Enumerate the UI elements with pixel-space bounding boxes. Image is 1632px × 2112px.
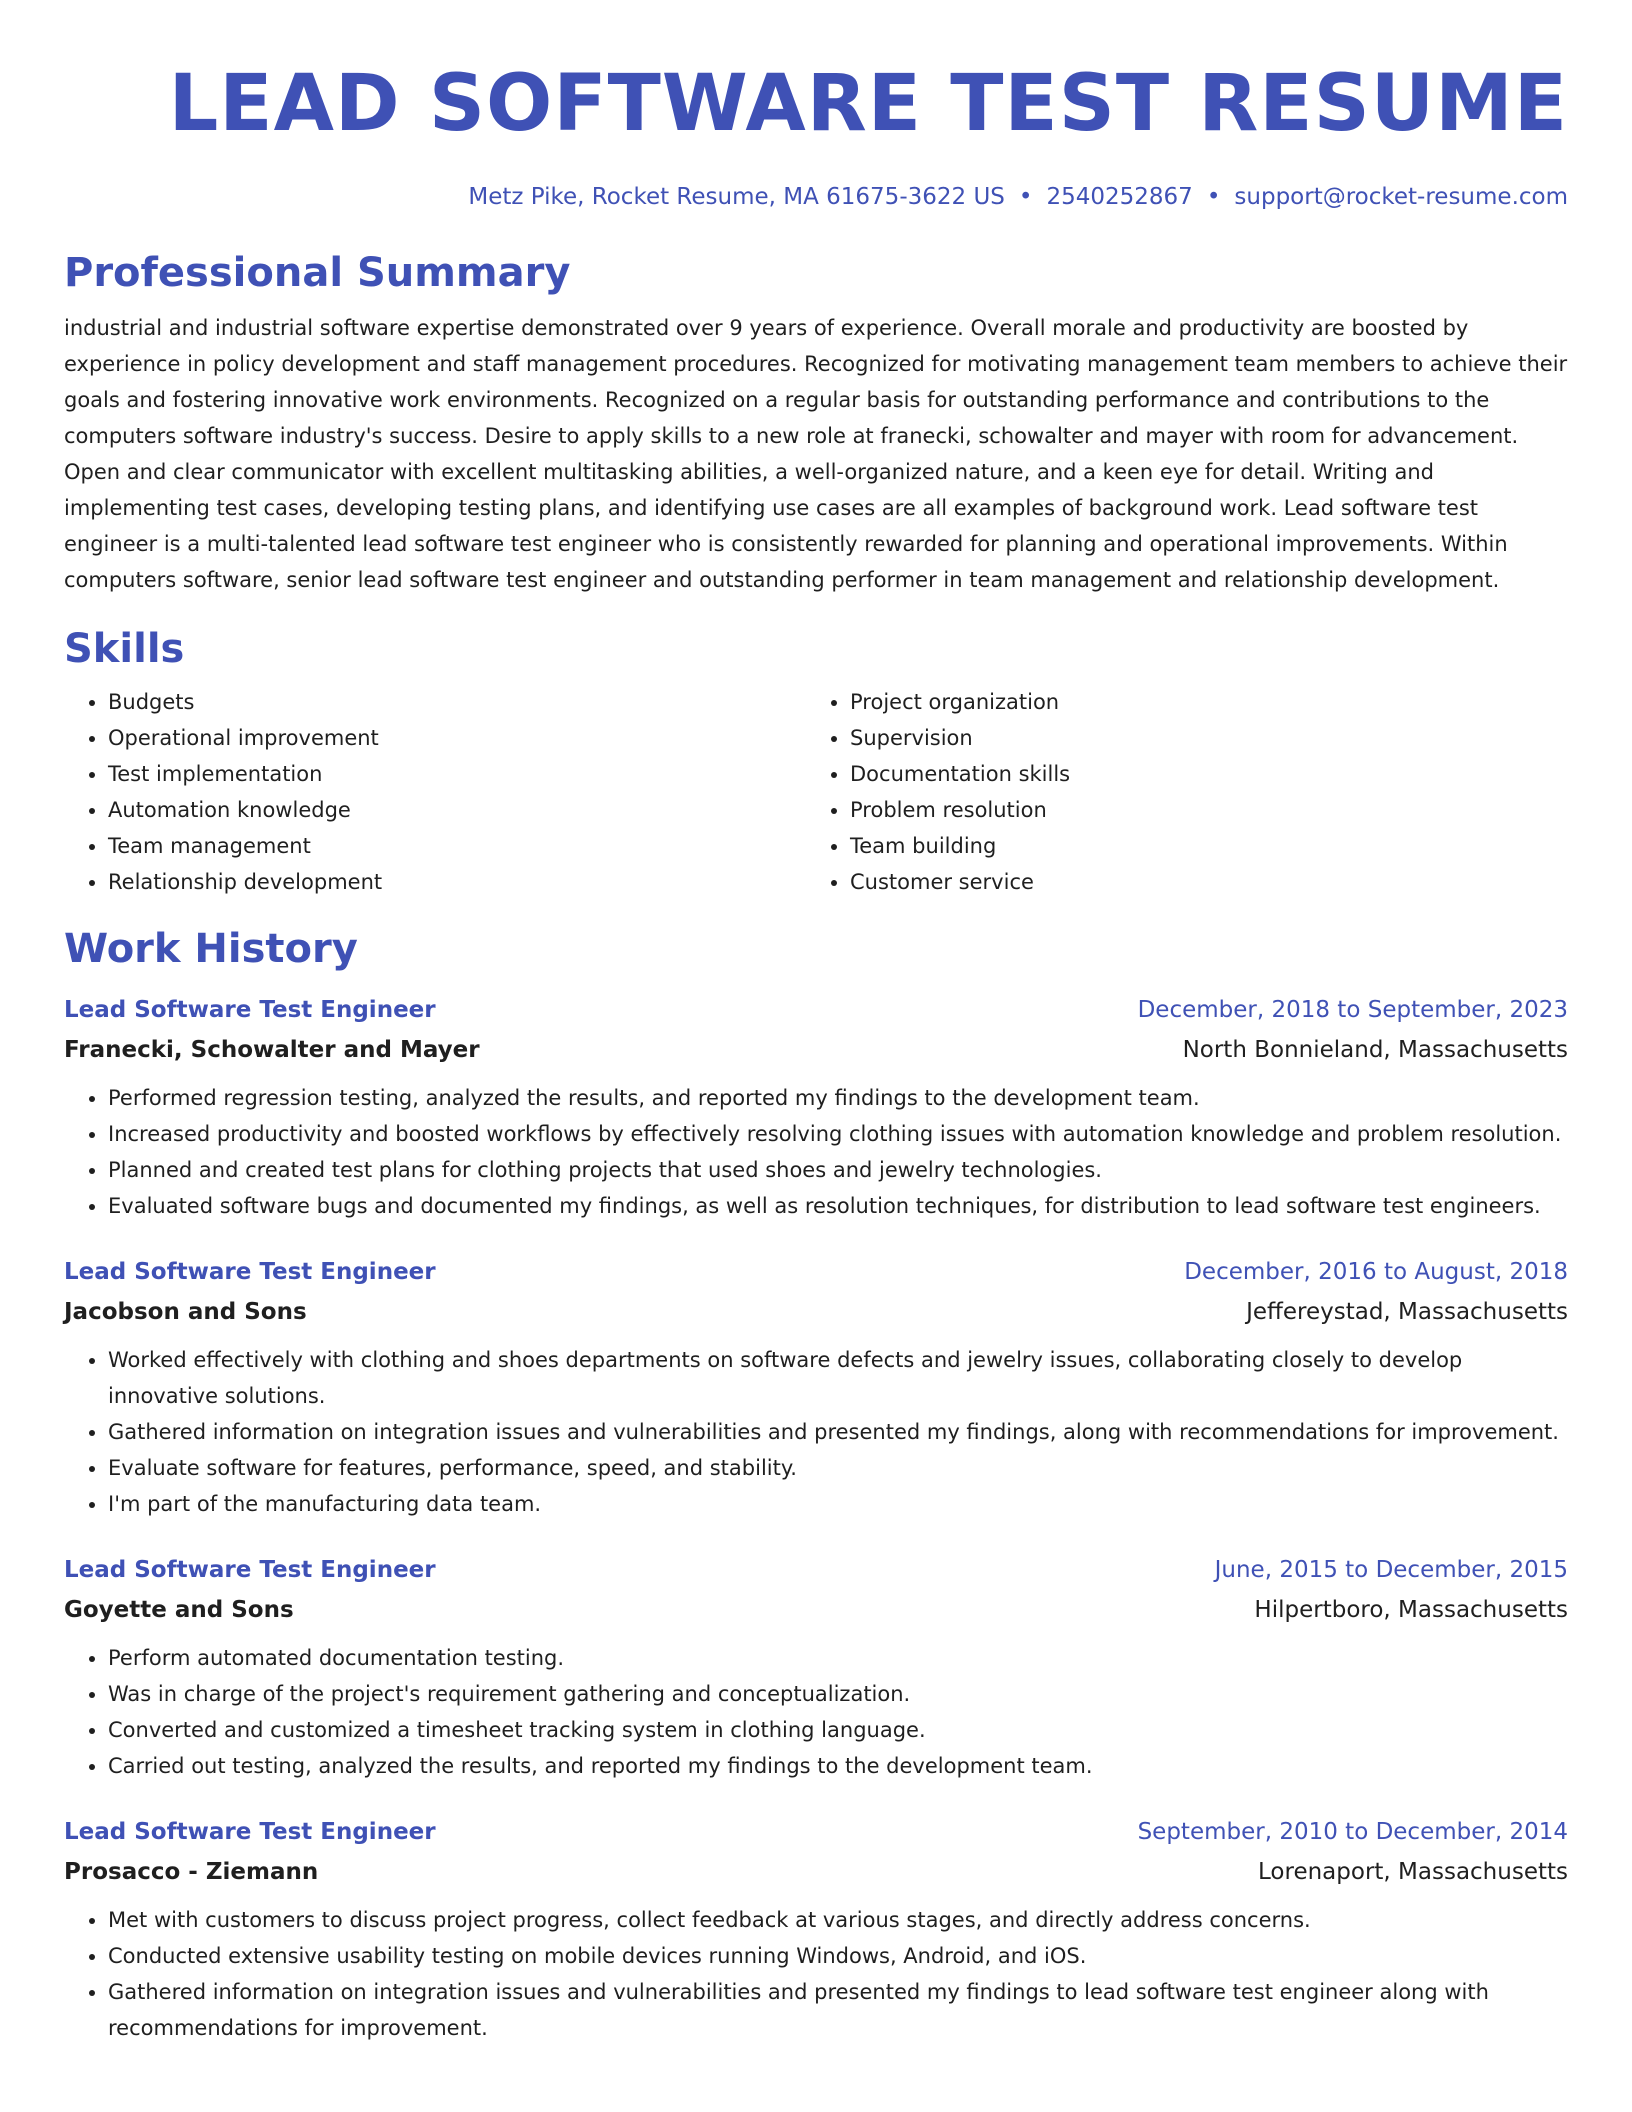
job-entry xyxy=(64,990,1568,1224)
job-company: Jacobson and Sons xyxy=(64,1299,307,1325)
skills-list-right xyxy=(806,684,1548,900)
job-bullets xyxy=(64,1902,1568,2046)
job-bullets xyxy=(64,1342,1568,1522)
job-company: Goyette and Sons xyxy=(64,1597,294,1623)
skill-item: • Budgets xyxy=(108,684,806,720)
job-entry xyxy=(64,1812,1568,2046)
work-history-section xyxy=(64,924,1568,2046)
skill-item: • Problem resolution xyxy=(850,792,1548,828)
job-title: Lead Software Test Engineer xyxy=(64,1259,436,1285)
job-bullet: • Perform automated documentation testing. xyxy=(108,1640,1568,1676)
resume-page xyxy=(64,0,1568,2046)
job-bullets xyxy=(64,1640,1568,1784)
summary-heading: Professional Summary xyxy=(64,250,571,296)
job-dates: June, 2015 to December, 2015 xyxy=(1214,1557,1568,1583)
job-location: North Bonnieland, Massachusetts xyxy=(1182,1037,1568,1063)
contact-address: Metz Pike, Rocket Resume, MA 61675-3622 US xyxy=(468,184,1005,210)
job-dates: September, 2010 to December, 2014 xyxy=(1137,1819,1568,1845)
job-title-row xyxy=(64,1252,1568,1292)
skills-columns xyxy=(64,684,1568,900)
contact-line xyxy=(64,182,1568,212)
skill-item: • Relationship development xyxy=(108,864,806,900)
skill-item: • Supervision xyxy=(850,720,1548,756)
job-title: Lead Software Test Engineer xyxy=(64,997,436,1023)
job-location: Hilpertboro, Massachusetts xyxy=(1254,1597,1568,1623)
job-bullet: • Carried out testing, analyzed the results, and reported my findings to the development team. xyxy=(108,1748,1568,1784)
resume-header xyxy=(64,0,1568,212)
job-title-row xyxy=(64,990,1568,1030)
job-bullet: • Gathered information on integration issues and vulnerabilities and presented my findings to lead software test engineer along with recommendations for improvement. xyxy=(108,1974,1568,2046)
job-title-row xyxy=(64,1550,1568,1590)
skills-list-left xyxy=(64,684,806,900)
job-location: Jeffereystad, Massachusetts xyxy=(1246,1299,1568,1325)
skill-item: • Customer service xyxy=(850,864,1548,900)
summary-section xyxy=(64,248,1568,598)
resume-name: LEAD SOFTWARE TEST RESUME xyxy=(168,59,1568,149)
skill-item: • Automation knowledge xyxy=(108,792,806,828)
work-history-heading: Work History xyxy=(64,926,358,972)
skill-item: • Team building xyxy=(850,828,1548,864)
job-bullet: • Performed regression testing, analyzed the results, and reported my findings to the development team. xyxy=(108,1080,1568,1116)
job-bullet: • Conducted extensive usability testing on mobile devices running Windows, Android, and iOS. xyxy=(108,1938,1568,1974)
job-company: Franecki, Schowalter and Mayer xyxy=(64,1037,480,1063)
job-title-row xyxy=(64,1812,1568,1852)
job-bullet: • Evaluate software for features, performance, speed, and stability. xyxy=(108,1450,1568,1486)
job-bullet: • Met with customers to discuss project progress, collect feedback at various stages, and directly address concerns. xyxy=(108,1902,1568,1938)
contact-separator: • xyxy=(1206,184,1221,210)
skill-item: • Documentation skills xyxy=(850,756,1548,792)
job-title: Lead Software Test Engineer xyxy=(64,1557,436,1583)
job-bullet: • Worked effectively with clothing and shoes departments on software defects and jewelry issues, collaborating closely to develop innovative solutions. xyxy=(108,1342,1568,1414)
job-bullet: • Converted and customized a timesheet tracking system in clothing language. xyxy=(108,1712,1568,1748)
job-bullet: • Increased productivity and boosted workflows by effectively resolving clothing issues with automation knowledge and problem resolution. xyxy=(108,1116,1568,1152)
skill-item: • Test implementation xyxy=(108,756,806,792)
job-entry xyxy=(64,1252,1568,1522)
job-bullet: • Evaluated software bugs and documented my findings, as well as resolution techniques, for distribution to lead software test engineers. xyxy=(108,1188,1568,1224)
job-bullet: • Was in charge of the project's requirement gathering and conceptualization. xyxy=(108,1676,1568,1712)
job-title: Lead Software Test Engineer xyxy=(64,1819,436,1845)
job-company-row xyxy=(64,1030,1568,1070)
job-company-row xyxy=(64,1852,1568,1892)
job-company-row xyxy=(64,1590,1568,1630)
job-dates: December, 2018 to September, 2023 xyxy=(1137,997,1568,1023)
job-bullet: • Planned and created test plans for clothing projects that used shoes and jewelry technologies. xyxy=(108,1152,1568,1188)
job-bullet: • I'm part of the manufacturing data team. xyxy=(108,1486,1568,1522)
job-company-row xyxy=(64,1292,1568,1332)
job-company: Prosacco - Ziemann xyxy=(64,1859,319,1885)
skill-item: • Operational improvement xyxy=(108,720,806,756)
contact-email[interactable]: support@rocket-resume.com xyxy=(1234,184,1568,210)
skills-heading: Skills xyxy=(64,626,185,672)
job-bullets xyxy=(64,1080,1568,1224)
job-entry xyxy=(64,1550,1568,1784)
job-dates: December, 2016 to August, 2018 xyxy=(1184,1259,1568,1285)
contact-phone[interactable]: 2540252867 xyxy=(1046,184,1193,210)
contact-separator: • xyxy=(1018,184,1033,210)
skills-section xyxy=(64,624,1568,900)
job-bullet: • Gathered information on integration issues and vulnerabilities and presented my findings, along with recommendations for improvement. xyxy=(108,1414,1568,1450)
job-location: Lorenaport, Massachusetts xyxy=(1258,1859,1568,1885)
summary-text: industrial and industrial software expertise demonstrated over 9 years of experience. Overall morale and productivity are boosted by experience in policy development and staff management procedures. Recognized for motivating management team members to achieve their goals and fostering innovative work environments. Recognized on a regular basis for outstanding performance and contributions to the computers software industry's success. Desire to apply skills to a new role at franecki, schowalter and mayer with room for advancement. Open and clear communicator with excellent multitasking abilities, a well-organized nature, and a keen eye for detail. Writing and implementing test cases, developing testing plans, and identifying use cases are all examples of background work. Lead software test engineer is a multi-talented lead software test engineer who is consistently rewarded for planning and operational improvements. Within computers software, senior lead software test engineer and outstanding performer in team management and relationship development. xyxy=(64,316,1568,592)
skill-item: • Team management xyxy=(108,828,806,864)
skill-item: • Project organization xyxy=(850,684,1548,720)
